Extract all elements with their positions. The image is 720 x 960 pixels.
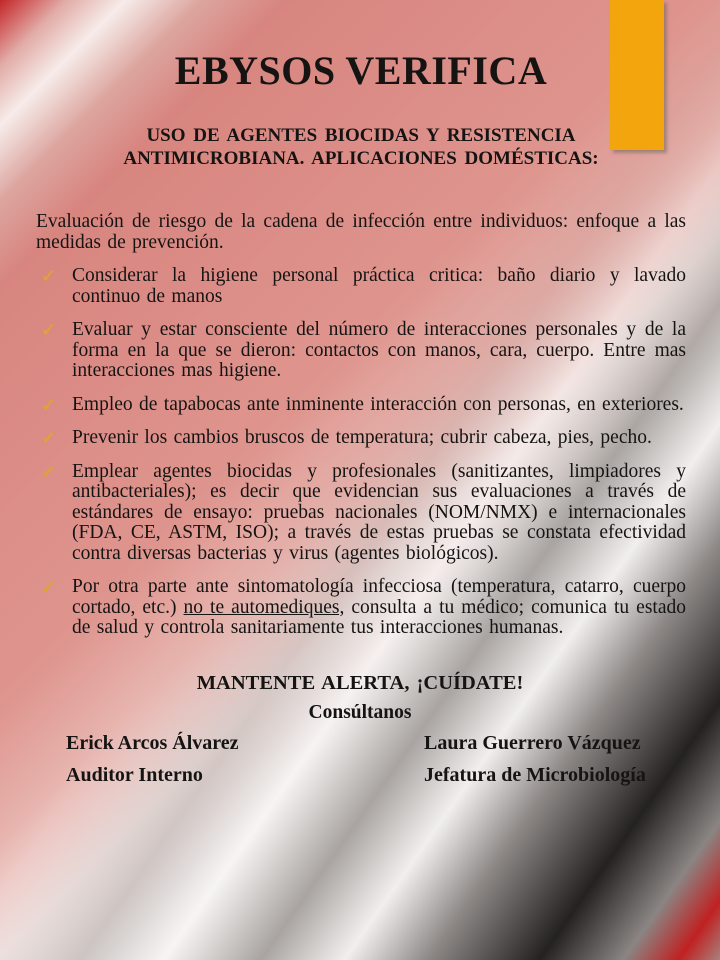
contact-left — [66, 731, 239, 787]
underlined-phrase: no te automediques, — [183, 596, 345, 618]
bullet-text-pre: Por otra parte ante sintomatología infecciosa (temperatura, catarro, cuerpo cortado, etc.) — [72, 576, 686, 618]
subtitle-line1: USO DE AGENTES BIOCIDAS Y RESISTENCIA — [146, 125, 576, 146]
subtitle-line2: ANTIMICROBIANA. APLICACIONES DOMÉSTICAS: — [123, 148, 599, 169]
bullet-item — [36, 395, 686, 416]
checkmark-icon: ✓ — [41, 394, 57, 415]
bullet-item — [36, 266, 686, 307]
bullet-text-post: consulta a tu médico; comunica tu estado de salud y controla sanitariamente tus interacciones humanas. — [72, 596, 686, 638]
intro-paragraph: Evaluación de riesgo de la cadena de infección entre individuos: enfoque a las medidas de prevención. — [36, 211, 686, 253]
bullet-text: Evaluar y estar consciente del número de interacciones personales y de la forma en la que se dieron: contactos con manos, cara, cuerpo. Entre mas interacciones mas higiene. — [72, 319, 686, 381]
checkmark-icon: ✓ — [41, 428, 57, 448]
accent-bar — [610, 0, 664, 150]
bullet-text: Prevenir los cambios bruscos de temperatura; cubrir cabeza, pies, pecho. — [72, 427, 652, 448]
checkmark-icon: ✓ — [41, 577, 57, 597]
bullet-item — [36, 428, 686, 449]
consult-line: Consúltanos — [308, 701, 412, 723]
bullet-text: Emplear agentes biocidas y profesionales (sanitizantes, limpiadores y antibacteriales); es decir que evidencian sus evaluaciones a través de estándares de ensayo: pruebas nacionales (NOM/NMX) e internacionales (FDA, CE, ASTM, ISO); a través de estas pruebas se constata efectividad contra diversas bacterias y virus (agentes biológicos). — [72, 460, 686, 564]
slide-title: EBYSOS VERIFICA — [174, 48, 548, 93]
closing-alert-line: MANTENTE ALERTA, ¡CUÍDATE! — [196, 671, 524, 694]
contact-name: Erick Arcos Álvarez — [66, 731, 239, 754]
contact-right — [424, 731, 646, 787]
bullet-item — [36, 320, 686, 382]
contacts-section — [0, 731, 720, 795]
bullet-text: Considerar la higiene personal práctica critica: baño diario y lavado continuo de manos — [72, 265, 686, 307]
bullet-text: Empleo de tapabocas ante inminente interacción con personas, en exteriores. — [72, 393, 684, 415]
checkmark-icon: ✓ — [41, 320, 57, 340]
bullet-item — [36, 577, 686, 639]
checkmark-icon: ✓ — [41, 461, 57, 482]
contact-role: Auditor Interno — [66, 763, 203, 786]
slide-subtitle — [36, 124, 686, 170]
checkmark-icon: ✓ — [41, 266, 57, 286]
contact-role: Jefatura de Microbiología — [424, 763, 646, 786]
bullet-text — [72, 576, 686, 638]
contact-name: Laura Guerrero Vázquez — [424, 731, 641, 754]
bullet-list — [36, 266, 686, 639]
bullet-item — [36, 462, 686, 565]
